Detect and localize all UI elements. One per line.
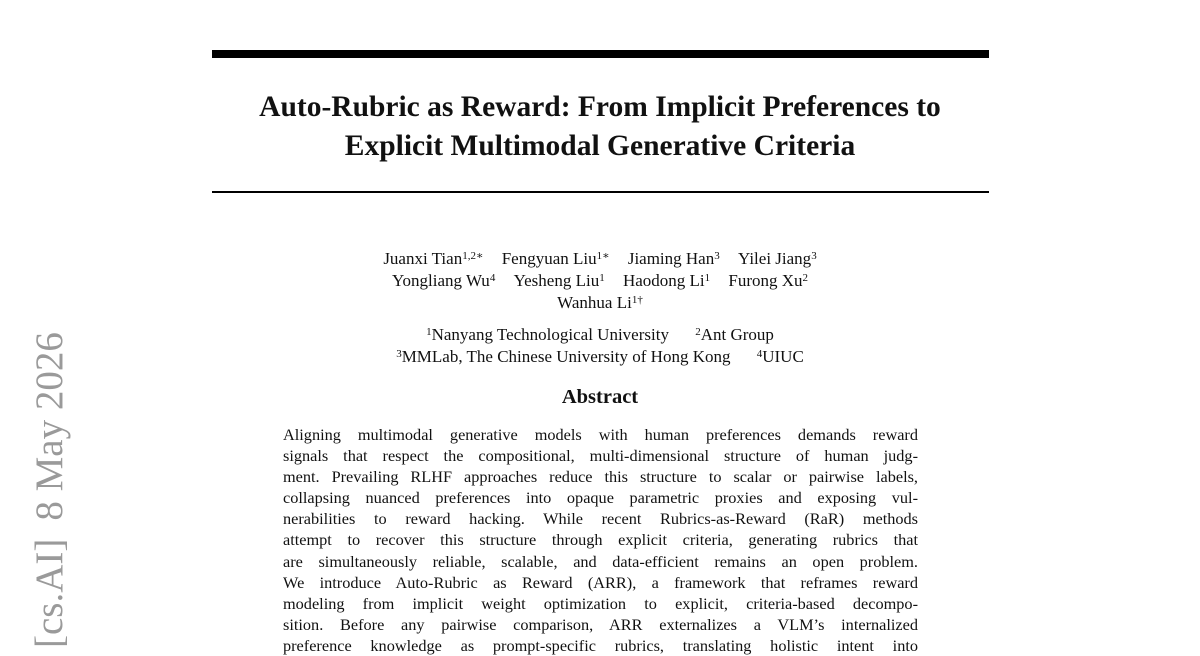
arxiv-date: 8 May 2026 [28, 332, 71, 521]
abstract-heading: Abstract [561, 386, 639, 408]
affiliation-row [300, 324, 900, 346]
author [514, 270, 605, 292]
author [502, 248, 610, 270]
abstract-line: modeling from implicit weight optimization to explicit, criteria-based decompo- [283, 593, 918, 613]
paper-title [200, 88, 1000, 166]
affiliation-mark: 1 [426, 326, 432, 338]
author [738, 248, 817, 270]
affiliation [757, 346, 804, 368]
affiliation-mark: 4 [756, 348, 763, 360]
author-name: Yesheng Liu [513, 271, 600, 290]
arxiv-sidebar-stamp [27, 332, 72, 648]
author [383, 248, 483, 270]
author-name: Yongliang Wu [391, 271, 490, 290]
author [392, 270, 495, 292]
author-name: Jiaming Han [627, 249, 715, 268]
author-row [300, 270, 900, 292]
author-name: Furong Xu [728, 271, 803, 290]
affiliation-mark: 2 [695, 326, 701, 338]
author-name: Juanxi Tian [383, 249, 463, 268]
author-list [300, 248, 900, 314]
affiliation-mark: 3 [396, 348, 402, 360]
author-affiliation-mark: 3 [714, 250, 720, 262]
affiliation [426, 324, 669, 346]
abstract-line: attempt to recover this structure through explicit criteria, generating rubrics that [283, 530, 918, 550]
abstract-line: signals that respect the compositional, multi-dimensional structure of human judg- [283, 446, 918, 466]
affiliation-name: MMLab, The Chinese University of Hong Kong [401, 347, 731, 366]
author-affiliation-mark: 3 [811, 250, 817, 262]
abstract-line: preference knowledge as prompt-specific rubrics, translating holistic intent into [283, 635, 918, 655]
author-affiliation-mark: 1 [599, 272, 605, 284]
author-affiliation-mark: 1† [631, 294, 643, 306]
title-line: Explicit Multimodal Generative Criteria [344, 130, 856, 162]
author-row [300, 248, 900, 270]
abstract-line: nerabilities to reward hacking. While recent Rubrics-as-Reward (RaR) methods [283, 509, 918, 529]
author-name: Haodong Li [622, 271, 705, 290]
affiliation-name: Nanyang Technological University [431, 325, 669, 344]
author-name: Wanhua Li [557, 293, 632, 312]
abstract-line: We introduce Auto-Rubric as Reward (ARR), a framework that reframes reward [283, 572, 918, 592]
author-affiliation-mark: 4 [489, 272, 496, 284]
abstract-line: ment. Prevailing RLHF approaches reduce this structure to scalar or pairwise labels, [283, 467, 918, 487]
author-name: Fengyuan Liu [501, 249, 597, 268]
affiliation-name: UIUC [762, 347, 804, 366]
author [728, 270, 808, 292]
author-affiliation-mark: 2 [802, 272, 809, 284]
author [628, 248, 720, 270]
author-row [300, 292, 900, 314]
arxiv-category: [cs.AI] [28, 538, 71, 648]
affiliation-list [300, 324, 900, 368]
author [623, 270, 710, 292]
title-top-rule [212, 50, 989, 58]
author-name: Yilei Jiang [737, 249, 812, 268]
abstract-body [283, 424, 918, 656]
abstract-line: Aligning multimodal generative models with human preferences demands reward [283, 425, 918, 444]
title-line: Auto-Rubric as Reward: From Implicit Preferences to [259, 91, 941, 123]
author-affiliation-mark: 1,2∗ [462, 250, 484, 262]
abstract-line: sition. Before any pairwise comparison, ARR externalizes a VLM’s internalized [283, 614, 918, 634]
affiliation-row [300, 346, 900, 368]
title-bottom-rule [212, 191, 989, 193]
abstract-line: are simultaneously reliable, scalable, and data-efficient remains an open problem. [283, 551, 918, 571]
affiliation [396, 346, 730, 368]
abstract-line: collapsing nuanced preferences into opaque parametric proxies and exposing vul- [283, 488, 918, 508]
author-affiliation-mark: 1 [704, 272, 711, 284]
author-affiliation-mark: 1∗ [596, 250, 610, 262]
affiliation-name: Ant Group [700, 325, 774, 344]
author [557, 292, 643, 314]
affiliation [695, 324, 774, 346]
